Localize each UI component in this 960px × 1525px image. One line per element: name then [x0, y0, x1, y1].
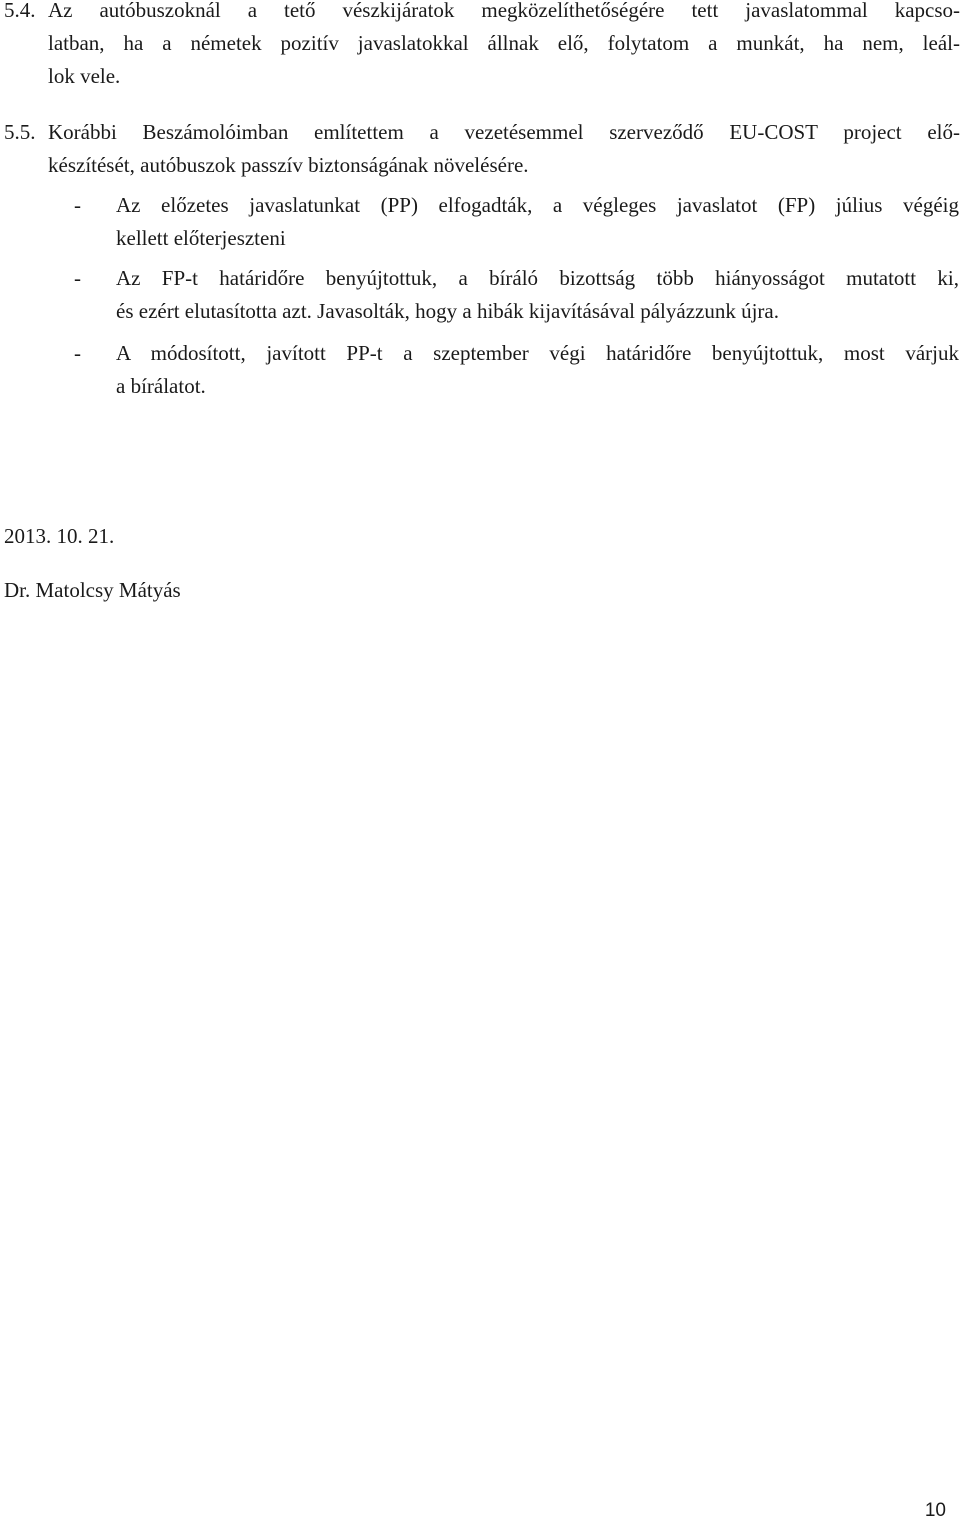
section-5-4 [4, 0, 960, 93]
dash-marker: - [74, 193, 81, 217]
bullet-line: A módosított, javított PP-t a szeptember végi határidőre benyújtottuk, most várjuk [116, 341, 959, 365]
justified-text: Korábbi Beszámolóimban említettem a vezetésemmel szerveződő EU-COST project elő- [48, 120, 960, 144]
justified-text: Az autóbuszoknál a tető vészkijáratok megközelíthetőségére tett javaslatommal kapcso- [48, 0, 960, 22]
section-number: 5.5. [4, 120, 36, 144]
section-line [4, 149, 960, 182]
document-date: 2013. 10. 21. [4, 524, 115, 548]
bullet-line: Az FP-t határidőre benyújtottuk, a bíráló bizottság több hiányosságot mutatott ki, [116, 266, 959, 290]
section-line [4, 60, 960, 93]
section-line [4, 0, 960, 27]
section-number: 5.4. [4, 0, 36, 22]
page-number: 10 [924, 1500, 946, 1521]
bullet-text [116, 262, 959, 328]
bullet-line: kellett előterjeszteni [116, 226, 286, 250]
section-5-5 [4, 116, 960, 182]
dash-marker: - [74, 266, 81, 290]
section-text-line: lok vele. [48, 64, 121, 88]
bullet-text [116, 189, 959, 255]
bullet-text [116, 337, 959, 403]
section-text-line [48, 116, 960, 149]
bullet-line: a bírálatot. [116, 374, 206, 398]
section-text-line: készítését, autóbuszok passzív biztonságának növelésére. [48, 153, 529, 177]
section-text-line [48, 0, 960, 27]
section-line [4, 27, 960, 60]
signature-name: Dr. Matolcsy Mátyás [4, 578, 181, 602]
section-line [4, 116, 960, 149]
section-text-line: latban, ha a németek pozitív javaslatokkal állnak elő, folytatom a munkát, ha nem, leál- [48, 31, 960, 55]
bullet-line: és ezért elutasította azt. Javasolták, hogy a hibák kijavításával pályázzunk újra. [116, 299, 779, 323]
bullet-line: Az előzetes javaslatunkat (PP) elfogadták, a végleges javaslatot (FP) július végéig [116, 193, 959, 217]
dash-marker: - [74, 341, 81, 365]
